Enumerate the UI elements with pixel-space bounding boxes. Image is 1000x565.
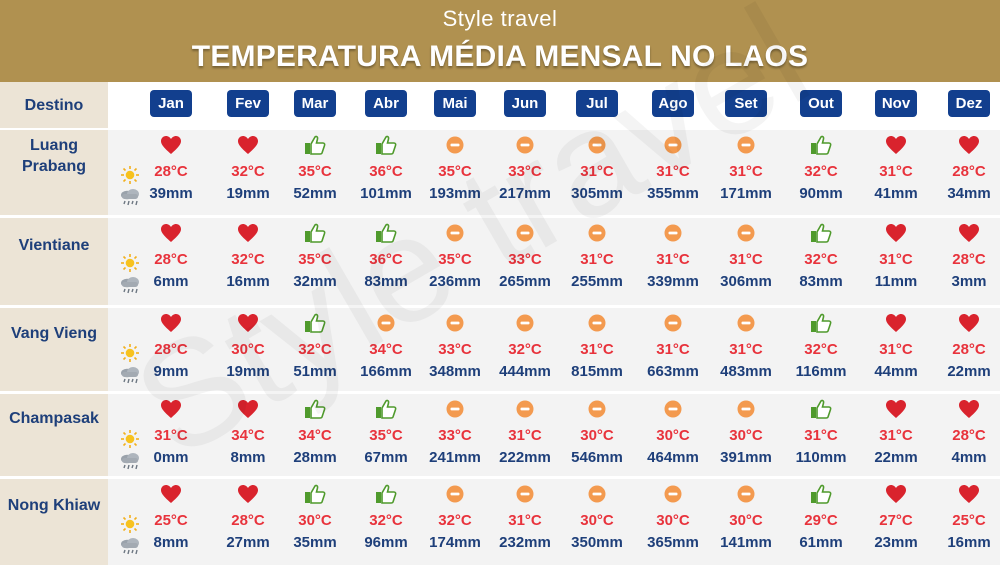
rainfall-value: 67mm: [364, 449, 408, 466]
temperature-value: 28°C: [154, 163, 188, 180]
row-separator: [0, 477, 1000, 479]
thumbs-up-icon: [810, 223, 832, 243]
minus-circle-icon: [514, 223, 536, 243]
heart-icon: [237, 484, 259, 504]
rainfall-value: 11mm: [874, 273, 918, 290]
thumbs-up-icon: [375, 399, 397, 419]
rainfall-value: 546mm: [571, 449, 623, 466]
minus-circle-icon: [514, 135, 536, 155]
temperature-value: 35°C: [298, 163, 332, 180]
rainfall-value: 391mm: [720, 449, 772, 466]
rainfall-value: 16mm: [226, 273, 270, 290]
temperature-value: 32°C: [508, 341, 542, 358]
chart-title: TEMPERATURA MÉDIA MENSAL NO LAOS: [191, 40, 809, 73]
rainfall-value: 96mm: [364, 534, 408, 551]
rainfall-value: 193mm: [429, 185, 481, 202]
rainfall-value: 27mm: [226, 534, 270, 551]
month-header-ago: Ago: [652, 90, 694, 117]
rainfall-value: 61mm: [799, 534, 843, 551]
minus-circle-icon: [735, 313, 757, 333]
rainfall-value: 83mm: [364, 273, 408, 290]
temperature-value: 30°C: [729, 512, 763, 529]
rainfall-value: 365mm: [647, 534, 699, 551]
rainfall-value: 355mm: [647, 185, 699, 202]
heart-icon: [885, 484, 907, 504]
heart-icon: [160, 313, 182, 333]
rainfall-value: 663mm: [647, 363, 699, 380]
temperature-value: 28°C: [952, 163, 986, 180]
temperature-value: 27°C: [879, 512, 913, 529]
thumbs-up-icon: [304, 135, 326, 155]
heart-icon: [958, 135, 980, 155]
temperature-value: 35°C: [369, 427, 403, 444]
minus-circle-icon: [444, 135, 466, 155]
heart-icon: [958, 399, 980, 419]
month-header-jan: Jan: [150, 90, 192, 117]
rainfall-value: 350mm: [571, 534, 623, 551]
month-header-nov: Nov: [875, 90, 917, 117]
rainfall-value: 241mm: [429, 449, 481, 466]
temperature-value: 31°C: [879, 427, 913, 444]
thumbs-up-icon: [304, 399, 326, 419]
temperature-value: 33°C: [508, 251, 542, 268]
minus-circle-icon: [514, 484, 536, 504]
temperature-value: 30°C: [729, 427, 763, 444]
temperature-value: 32°C: [804, 163, 838, 180]
thumbs-up-icon: [810, 313, 832, 333]
temperature-value: 32°C: [804, 251, 838, 268]
temperature-value: 32°C: [438, 512, 472, 529]
temperature-value: 25°C: [154, 512, 188, 529]
destination-name: Vientiane: [18, 236, 90, 254]
month-header-out: Out: [800, 90, 842, 117]
rainfall-value: 41mm: [874, 185, 918, 202]
destination-name: Nong Khiaw: [7, 497, 101, 514]
month-header-mar: Mar: [294, 90, 336, 117]
rainfall-value: 306mm: [720, 273, 772, 290]
rainfall-value: 3mm: [951, 273, 987, 290]
rainfall-value: 8mm: [230, 449, 266, 466]
temperature-value: 30°C: [231, 341, 265, 358]
minus-circle-icon: [514, 313, 536, 333]
thumbs-up-icon: [304, 223, 326, 243]
temperature-value: 31°C: [879, 341, 913, 358]
temperature-value: 31°C: [879, 163, 913, 180]
rainfall-value: 265mm: [499, 273, 551, 290]
temperature-value: 31°C: [656, 251, 690, 268]
rainfall-value: 815mm: [571, 363, 623, 380]
rainfall-value: 35mm: [293, 534, 337, 551]
minus-circle-icon: [662, 399, 684, 419]
heart-icon: [885, 223, 907, 243]
temperature-value: 33°C: [438, 341, 472, 358]
rainfall-value: 483mm: [720, 363, 772, 380]
rainfall-value: 90mm: [799, 185, 843, 202]
minus-circle-icon: [586, 399, 608, 419]
minus-circle-icon: [514, 399, 536, 419]
rainfall-value: 0mm: [153, 449, 189, 466]
rainfall-value: 19mm: [226, 363, 270, 380]
minus-circle-icon: [735, 484, 757, 504]
temperature-value: 32°C: [804, 341, 838, 358]
heart-icon: [237, 223, 259, 243]
rainfall-value: 44mm: [874, 363, 918, 380]
rainfall-value: 51mm: [293, 363, 337, 380]
temperature-value: 31°C: [580, 341, 614, 358]
temperature-value: 31°C: [729, 163, 763, 180]
rainfall-value: 9mm: [153, 363, 189, 380]
rainfall-value: 19mm: [226, 185, 270, 202]
temperature-value: 30°C: [298, 512, 332, 529]
month-header-abr: Abr: [365, 90, 407, 117]
rainfall-value: 464mm: [647, 449, 699, 466]
thumbs-up-icon: [375, 223, 397, 243]
destination-name: Champasak: [9, 410, 99, 427]
minus-circle-icon: [586, 223, 608, 243]
heart-icon: [237, 313, 259, 333]
temperature-value: 32°C: [298, 341, 332, 358]
temperature-value: 31°C: [656, 163, 690, 180]
rainfall-value: 52mm: [293, 185, 337, 202]
rainfall-value: 28mm: [293, 449, 337, 466]
thumbs-up-icon: [810, 484, 832, 504]
temperature-value: 33°C: [438, 427, 472, 444]
rainfall-value: 16mm: [947, 534, 991, 551]
temperature-value: 31°C: [580, 163, 614, 180]
heart-icon: [958, 223, 980, 243]
heart-icon: [885, 135, 907, 155]
temperature-value: 28°C: [154, 251, 188, 268]
rainfall-value: 22mm: [947, 363, 991, 380]
temperature-value: 36°C: [369, 251, 403, 268]
month-header-fev: Fev: [227, 90, 269, 117]
temperature-value: 28°C: [231, 512, 265, 529]
temperature-value: 30°C: [656, 427, 690, 444]
heart-icon: [160, 399, 182, 419]
destination-name: Vang Vieng: [11, 324, 97, 342]
minus-circle-icon: [662, 223, 684, 243]
minus-circle-icon: [444, 313, 466, 333]
month-header-set: Set: [725, 90, 767, 117]
thumbs-up-icon: [304, 313, 326, 333]
destino-header: Destino: [24, 97, 84, 114]
rainfall-value: 39mm: [149, 185, 193, 202]
temperature-value: 35°C: [298, 251, 332, 268]
rainfall-value: 116mm: [795, 363, 847, 380]
minus-circle-icon: [662, 313, 684, 333]
rainfall-value: 232mm: [499, 534, 551, 551]
temperature-value: 28°C: [952, 341, 986, 358]
temperature-value: 34°C: [298, 427, 332, 444]
rainfall-value: 141mm: [720, 534, 772, 551]
row-separator: [0, 216, 1000, 218]
row-separator: [0, 306, 1000, 308]
rainfall-value: 6mm: [153, 273, 189, 290]
temperature-value: 34°C: [231, 427, 265, 444]
heart-icon: [237, 399, 259, 419]
temperature-value: 31°C: [580, 251, 614, 268]
temperature-value: 31°C: [656, 341, 690, 358]
minus-circle-icon: [444, 399, 466, 419]
minus-circle-icon: [586, 484, 608, 504]
rainfall-value: 217mm: [499, 185, 551, 202]
heart-icon: [885, 313, 907, 333]
minus-circle-icon: [735, 223, 757, 243]
thumbs-up-icon: [375, 484, 397, 504]
temperature-value: 32°C: [231, 163, 265, 180]
heart-icon: [237, 135, 259, 155]
temperature-value: 31°C: [508, 512, 542, 529]
minus-circle-icon: [375, 313, 397, 333]
temperature-value: 35°C: [438, 251, 472, 268]
month-header-mai: Mai: [434, 90, 476, 117]
rainfall-value: 444mm: [499, 363, 551, 380]
title-banner: [0, 0, 1000, 82]
rainfall-value: 32mm: [293, 273, 337, 290]
heart-icon: [160, 484, 182, 504]
temperature-value: 28°C: [952, 251, 986, 268]
minus-circle-icon: [586, 135, 608, 155]
temperature-value: 35°C: [438, 163, 472, 180]
rainfall-value: 255mm: [571, 273, 623, 290]
rainfall-value: 166mm: [360, 363, 412, 380]
destination-name: Luang Prabang: [21, 137, 86, 175]
rainfall-value: 174mm: [429, 534, 481, 551]
temperature-value: 31°C: [804, 427, 838, 444]
minus-circle-icon: [444, 484, 466, 504]
rainfall-value: 101mm: [360, 185, 412, 202]
rainfall-value: 23mm: [874, 534, 918, 551]
thumbs-up-icon: [304, 484, 326, 504]
rainfall-value: 305mm: [571, 185, 623, 202]
heart-icon: [885, 399, 907, 419]
minus-circle-icon: [444, 223, 466, 243]
row-separator: [0, 392, 1000, 394]
minus-circle-icon: [662, 135, 684, 155]
rainfall-value: 4mm: [951, 449, 987, 466]
rainfall-value: 8mm: [153, 534, 189, 551]
brand-logo: Style travel: [442, 6, 558, 31]
rainfall-value: 83mm: [799, 273, 843, 290]
rainfall-value: 339mm: [647, 273, 699, 290]
temperature-value: 31°C: [729, 251, 763, 268]
month-header-dez: Dez: [948, 90, 990, 117]
temperature-value: 33°C: [508, 163, 542, 180]
temperature-value: 30°C: [580, 512, 614, 529]
minus-circle-icon: [586, 313, 608, 333]
minus-circle-icon: [662, 484, 684, 504]
temperature-value: 25°C: [952, 512, 986, 529]
minus-circle-icon: [735, 399, 757, 419]
temperature-value: 28°C: [154, 341, 188, 358]
temperature-value: 32°C: [369, 512, 403, 529]
temperature-value: 34°C: [369, 341, 403, 358]
temperature-value: 30°C: [656, 512, 690, 529]
thumbs-up-icon: [810, 399, 832, 419]
rainfall-value: 348mm: [429, 363, 481, 380]
minus-circle-icon: [735, 135, 757, 155]
temperature-value: 31°C: [508, 427, 542, 444]
temperature-value: 30°C: [580, 427, 614, 444]
thumbs-up-icon: [375, 135, 397, 155]
month-header-jul: Jul: [576, 90, 618, 117]
heart-icon: [160, 223, 182, 243]
temperature-value: 31°C: [879, 251, 913, 268]
temperature-value: 31°C: [154, 427, 188, 444]
heart-icon: [160, 135, 182, 155]
rainfall-value: 222mm: [499, 449, 551, 466]
thumbs-up-icon: [810, 135, 832, 155]
temperature-value: 28°C: [952, 427, 986, 444]
temperature-value: 36°C: [369, 163, 403, 180]
heart-icon: [958, 313, 980, 333]
rainfall-value: 171mm: [720, 185, 772, 202]
temperature-value: 32°C: [231, 251, 265, 268]
rainfall-value: 34mm: [947, 185, 991, 202]
temperature-value: 31°C: [729, 341, 763, 358]
row-separator: [0, 128, 1000, 130]
month-header-jun: Jun: [504, 90, 546, 117]
rainfall-value: 22mm: [874, 449, 918, 466]
rainfall-value: 110mm: [795, 449, 847, 466]
temperature-value: 29°C: [804, 512, 838, 529]
rainfall-value: 236mm: [429, 273, 481, 290]
heart-icon: [958, 484, 980, 504]
